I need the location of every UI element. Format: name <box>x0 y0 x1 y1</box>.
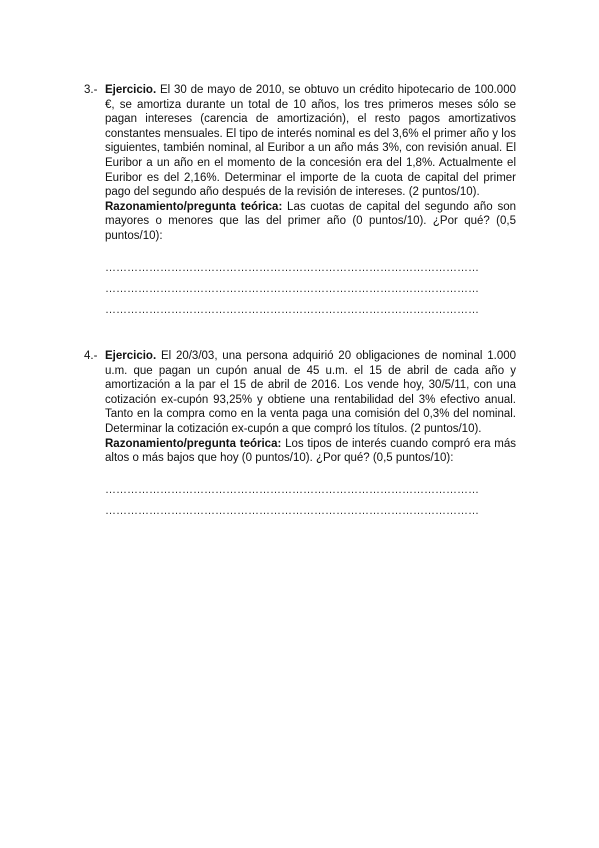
exercise-number: 3.- <box>84 84 98 96</box>
answer-line[interactable]: ………………………………………………………………………………………… <box>105 261 479 274</box>
exercise-number: 4.- <box>84 350 98 362</box>
answer-lines <box>105 258 506 321</box>
theory-question <box>105 200 516 244</box>
exercise-statement <box>105 349 516 437</box>
exercise-title: Ejercicio. <box>105 350 157 362</box>
theory-body: Las cuotas de capital del segundo año son mayores o menores que las del primer año (0 puntos/10). ¿Por qué? (0,5 puntos/10): <box>105 200 516 242</box>
exercise-body: El 20/3/03, una persona adquirió 20 obligaciones de nominal 1.000 u.m. que pagan un cupón anual de 45 u.m. el 15 de abril de cada año y amortización a la par el 15 de abril de 2016. Los vende hoy, 30/5/11, con una cotización ex-cupón 93,25% y obtiene una rentabilidad del 3% efectivo anual. Tanto en la compra como en la venta paga una comisión del 0,3% del nominal. Determinar la cotización ex-cupón a que compró los títulos. (2 puntos/10). <box>105 350 517 435</box>
answer-line[interactable]: ………………………………………………………………………………………… <box>105 282 479 295</box>
answer-line[interactable]: ………………………………………………………………………………………… <box>105 483 479 496</box>
exercise-statement <box>105 83 516 200</box>
exercise-3 <box>84 83 516 321</box>
answer-line[interactable]: ………………………………………………………………………………………… <box>105 303 479 316</box>
theory-title: Razonamiento/pregunta teórica: <box>105 200 283 213</box>
answer-lines <box>105 480 506 522</box>
exercise-title: Ejercicio. <box>105 84 157 96</box>
theory-question <box>105 437 516 466</box>
theory-title: Razonamiento/pregunta teórica: <box>105 437 282 450</box>
theory-body: Los tipos de interés cuando compró era más altos o más bajos que hoy (0 puntos/10). ¿Por qué? (0,5 puntos/10): <box>105 437 517 465</box>
exercise-4 <box>84 349 516 522</box>
answer-line[interactable]: ………………………………………………………………………………………… <box>105 504 479 517</box>
exercise-body: El 30 de mayo de 2010, se obtuvo un crédito hipotecario de 100.000 €, se amortiza durante un total de 10 años, los tres primeros meses sólo se pagan intereses (carencia de amortización), el resto pagos amortizativos constantes mensuales. El tipo de interés nominal es del 3,6% el primer año y los siguientes, también nominal, al Euribor a un año más 3%, con revisión anual. El Euribor a un año en el momento de la concesión era del 1,8%. Actualmente el Euribor es del 2,16%. Determinar el importe de la cuota de capital del primer pago del segundo año después de la revisión de intereses. (2 puntos/10). <box>105 84 516 199</box>
